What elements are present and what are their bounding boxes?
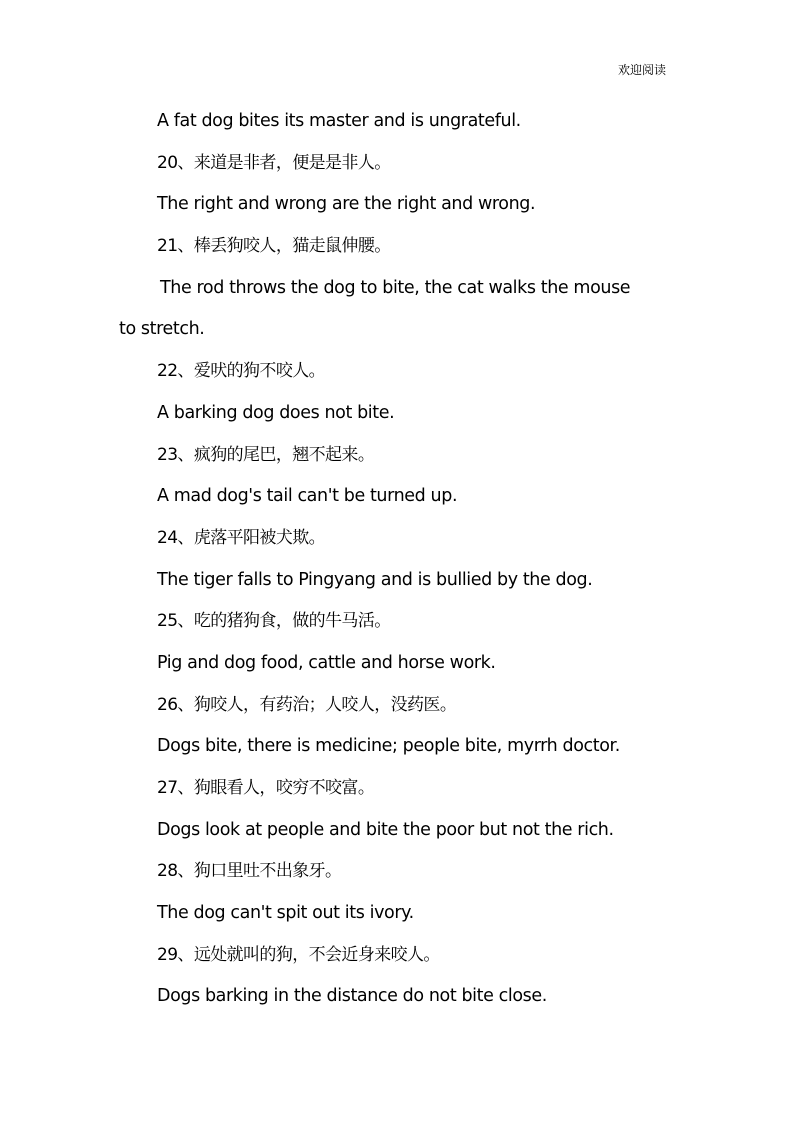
text-line: 25、吃的猪狗食，做的牛马活。: [157, 611, 391, 632]
text-line: 23、疯狗的尾巴，翘不起来。: [157, 444, 375, 465]
text-line: A mad dog's tail can't be turned up.: [157, 486, 458, 507]
text-line: The tiger falls to Pingyang and is bullied by the dog.: [157, 569, 593, 590]
text-line: 20、来道是非者，便是是非人。: [157, 152, 391, 173]
page-header: 欢迎阅读: [617, 63, 666, 77]
text-line: A fat dog bites its master and is ungrateful.: [157, 111, 521, 131]
text-line: 26、狗咬人，有药治；人咬人，没药医。: [157, 694, 457, 715]
text-line: Dogs bite, there is medicine; people bite, myrrh doctor.: [157, 736, 620, 757]
text-line: Pig and dog food, cattle and horse work.: [157, 652, 496, 673]
text-line: The dog can't spit out its ivory.: [157, 903, 414, 924]
text-line: Dogs barking in the distance do not bite close.: [157, 986, 547, 1007]
text-line: 22、爱吠的狗不咬人。: [157, 361, 326, 382]
text-line: Dogs look at people and bite the poor but not the rich.: [157, 819, 614, 840]
text-line: The rod throws the dog to bite, the cat walks the mouse: [160, 277, 631, 298]
text-line: 21、棒丢狗咬人，猫走鼠伸腰。: [157, 236, 391, 257]
text-line: 29、远处就叫的狗，不会近身来咬人。: [157, 944, 440, 965]
text-line: 28、狗口里吐不出象牙。: [157, 861, 342, 882]
text-line: 24、虎落平阳被犬欺。: [157, 527, 326, 548]
text-line: A barking dog does not bite.: [157, 402, 395, 423]
text-line: to stretch.: [119, 319, 205, 340]
text-line: The right and wrong are the right and wrong.: [157, 194, 536, 215]
text-line: 27、狗眼看人，咬穷不咬富。: [157, 778, 375, 798]
document-body: [119, 101, 689, 1018]
